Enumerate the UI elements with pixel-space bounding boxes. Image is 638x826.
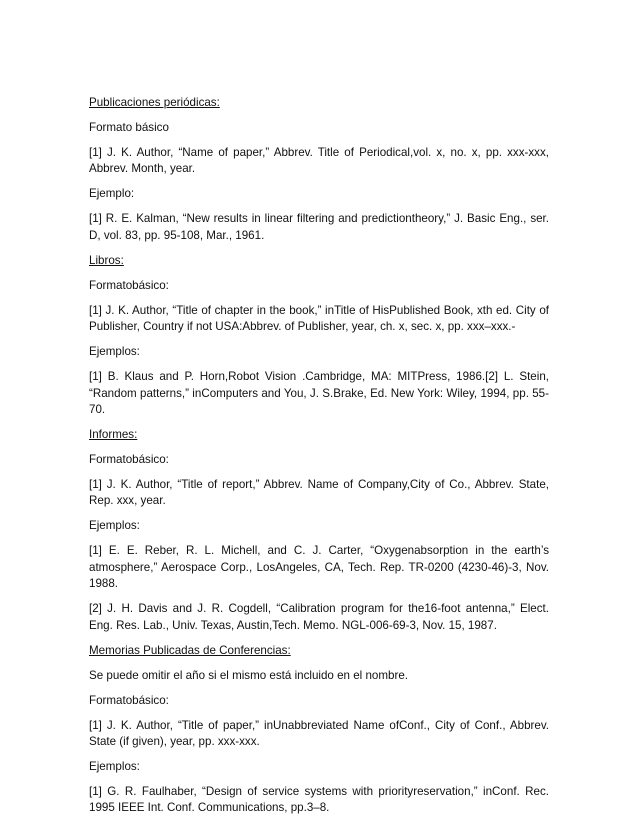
conferences-format-label: Formatobásico: bbox=[89, 693, 169, 707]
conferences-note: Se puede omitir el año si el mismo está incluido en el nombre. bbox=[89, 668, 408, 682]
reports-example-text-2: [2] J. H. Davis and J. R. Cogdell, “Calibration program for the16-foot antenna,” Elect. Eng. Res. Lab., Univ. Texas, Austin,Tech. Memo. NGL-006-69-3, Nov. 15, 1987. bbox=[89, 602, 549, 632]
books-format-text: [1] J. K. Author, “Title of chapter in the book,” inTitle of HisPublished Book, xth ed. City of Publisher, Country if not USA:Abbrev. of Publisher, year, ch. x, sec. x, pp. xxx–xxx.- bbox=[89, 303, 549, 334]
document-page bbox=[89, 95, 549, 825]
books-format-label: Formatobásico: bbox=[89, 278, 169, 292]
reports-heading: Informes: bbox=[89, 428, 138, 442]
books-example-label: Ejemplos: bbox=[89, 345, 140, 359]
books-heading: Libros: bbox=[89, 253, 124, 267]
reports-format-label: Formatobásico: bbox=[89, 453, 169, 467]
reports-example-text-1: [1] E. E. Reber, R. L. Michell, and C. J. Carter, “Oxygenabsorption in the earth’s atmosphere,” Aerospace Corp., LosAngeles, CA, Tech. Rep. TR-0200 (4230-46)-3, Nov. 1988. bbox=[89, 544, 549, 591]
conferences-example-label: Ejemplos: bbox=[89, 760, 140, 774]
conferences-heading: Memorias Publicadas de Conferencias: bbox=[89, 643, 291, 657]
conferences-example-text: [1] G. R. Faulhaber, “Design of service systems with priorityreservation,” inConf. Rec. 1995 IEEE Int. Conf. Communications, pp.3–8. bbox=[89, 785, 549, 815]
periodicals-example-label: Ejemplo: bbox=[89, 187, 135, 201]
periodicals-example-text: [1] R. E. Kalman, “New results in linear filtering and predictiontheory,” J. Basic Eng., ser. D, vol. 83, pp. 95-108, Mar., 1961. bbox=[89, 212, 549, 242]
reports-example-label: Ejemplos: bbox=[89, 519, 140, 533]
periodicals-format-label: Formato básico bbox=[89, 121, 169, 134]
books-example-text: [1] B. Klaus and P. Horn,Robot Vision .Cambridge, MA: MITPress, 1986.[2] L. Stein, “Random patterns,” inComputers and You, J. S.Brake, Ed. New York: Wiley, 1994, pp. 55-70. bbox=[89, 370, 549, 417]
periodicals-heading: Publicaciones periódicas: bbox=[89, 96, 220, 109]
reports-format-text: [1] J. K. Author, “Title of report,” Abbrev. Name of Company,City of Co., Abbrev. State, Rep. xxx, year. bbox=[89, 478, 549, 508]
conferences-format-text: [1] J. K. Author, “Title of paper,” inUnabbreviated Name ofConf., City of Conf., Abbrev. State (if given), year, pp. xxx-xxx. bbox=[89, 718, 549, 749]
periodicals-format-text: [1] J. K. Author, “Name of paper,” Abbrev. Title of Periodical,vol. x, no. x, pp. xxx-xxx, Abbrev. Month, year. bbox=[89, 146, 549, 176]
